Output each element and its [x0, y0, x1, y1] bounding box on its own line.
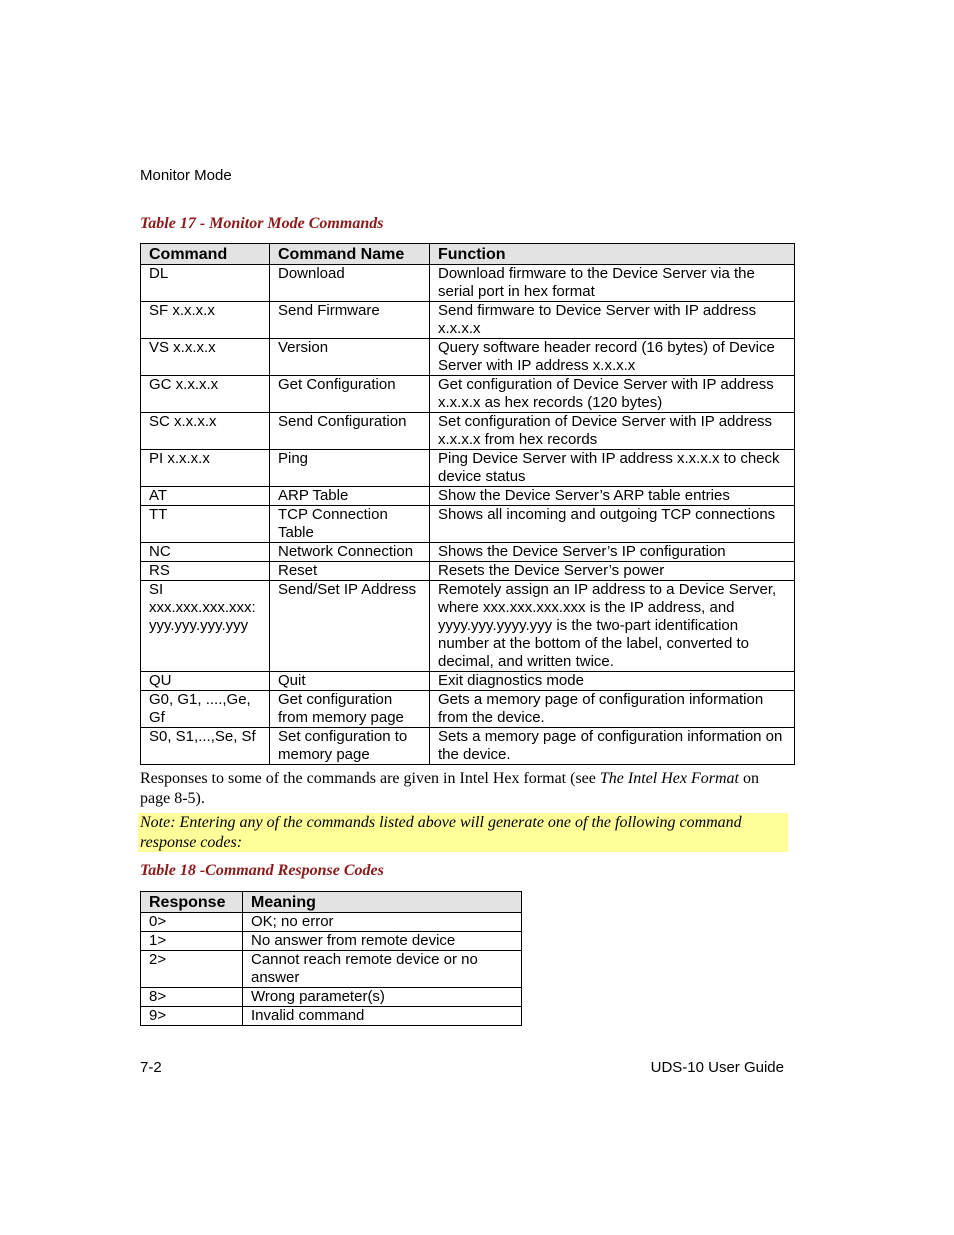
table-row — [141, 562, 795, 581]
table-row — [141, 543, 795, 562]
command-cell: SI xxx.xxx.xxx.xxx: yyy.yyy.yyy.yyy — [141, 581, 270, 672]
command-name-cell: Reset — [270, 562, 430, 581]
table-row — [141, 450, 795, 487]
command-cell: DL — [141, 265, 270, 302]
responses-text-start: Responses to some of the commands are given in Intel Hex format (see — [140, 770, 600, 787]
function-cell: Ping Device Server with IP address x.x.x.x to check device status — [430, 450, 795, 487]
table-row — [141, 265, 795, 302]
function-cell: Shows all incoming and outgoing TCP connections — [430, 506, 795, 543]
table-18-caption: Table 18 -Command Response Codes — [140, 862, 384, 879]
meaning-cell: Invalid command — [243, 1007, 522, 1026]
page-number: 7-2 — [140, 1059, 162, 1076]
command-cell: SF x.x.x.x — [141, 302, 270, 339]
command-name-cell: Get configuration from memory page — [270, 691, 430, 728]
command-cell: RS — [141, 562, 270, 581]
function-cell: Show the Device Server’s ARP table entries — [430, 487, 795, 506]
function-cell: Set configuration of Device Server with IP address x.x.x.x from hex records — [430, 413, 795, 450]
command-name-cell: Send Firmware — [270, 302, 430, 339]
guide-title: UDS-10 User Guide — [650, 1059, 784, 1076]
table-row — [141, 951, 522, 988]
meaning-cell: OK; no error — [243, 913, 522, 932]
command-name-cell: Send/Set IP Address — [270, 581, 430, 672]
monitor-mode-commands-table — [140, 243, 795, 765]
response-code-cell: 0> — [141, 913, 243, 932]
function-cell: Sets a memory page of configuration information on the device. — [430, 728, 795, 765]
function-cell: Gets a memory page of configuration information from the device. — [430, 691, 795, 728]
function-cell: Resets the Device Server’s power — [430, 562, 795, 581]
response-code-cell: 8> — [141, 988, 243, 1007]
meaning-cell: No answer from remote device — [243, 932, 522, 951]
table-row — [141, 728, 795, 765]
command-name-cell: Network Connection — [270, 543, 430, 562]
table-row — [141, 988, 522, 1007]
response-code-cell: 1> — [141, 932, 243, 951]
command-cell: PI x.x.x.x — [141, 450, 270, 487]
command-name-cell: Send Configuration — [270, 413, 430, 450]
running-header: Monitor Mode — [140, 167, 232, 184]
command-name-cell: Ping — [270, 450, 430, 487]
column-header-function: Function — [430, 244, 795, 265]
table-header-row — [141, 892, 522, 913]
function-cell: Remotely assign an IP address to a Device Server, where xxx.xxx.xxx.xxx is the IP address, and yyyy.yyy.yyyy.yyy is the two-part identification number at the bottom of the label, converted to decimal, and written twice. — [430, 581, 795, 672]
table-17-caption: Table 17 - Monitor Mode Commands — [140, 215, 384, 232]
intel-hex-format-reference: The Intel Hex Format — [599, 770, 739, 787]
function-cell: Shows the Device Server’s IP configuration — [430, 543, 795, 562]
table-row — [141, 302, 795, 339]
command-name-cell: Quit — [270, 672, 430, 691]
function-cell: Get configuration of Device Server with IP address x.x.x.x as hex records (120 bytes) — [430, 376, 795, 413]
response-code-cell: 2> — [141, 951, 243, 988]
command-cell: AT — [141, 487, 270, 506]
table-row — [141, 413, 795, 450]
response-code-cell: 9> — [141, 1007, 243, 1026]
command-cell: GC x.x.x.x — [141, 376, 270, 413]
command-cell: SC x.x.x.x — [141, 413, 270, 450]
responses-text-end: on page 8-5). — [140, 770, 759, 807]
command-name-cell: Version — [270, 339, 430, 376]
table-row — [141, 487, 795, 506]
command-cell: QU — [141, 672, 270, 691]
column-header-command: Command — [141, 244, 270, 265]
command-name-cell: TCP Connection Table — [270, 506, 430, 543]
note-highlight: Note: Entering any of the commands listed above will generate one of the following command response codes: — [138, 813, 788, 852]
command-response-codes-table — [140, 891, 522, 1026]
table-row — [141, 691, 795, 728]
responses-paragraph — [140, 769, 790, 809]
table-row — [141, 339, 795, 376]
column-header-response: Response — [141, 892, 243, 913]
command-name-cell: Get Configuration — [270, 376, 430, 413]
table-row — [141, 1007, 522, 1026]
command-cell: G0, G1, ....,Ge, Gf — [141, 691, 270, 728]
table-row — [141, 932, 522, 951]
command-cell: NC — [141, 543, 270, 562]
table-row — [141, 581, 795, 672]
table-row — [141, 506, 795, 543]
function-cell: Download firmware to the Device Server via the serial port in hex format — [430, 265, 795, 302]
command-cell: S0, S1,...,Se, Sf — [141, 728, 270, 765]
function-cell: Exit diagnostics mode — [430, 672, 795, 691]
table-row — [141, 376, 795, 413]
meaning-cell: Wrong parameter(s) — [243, 988, 522, 1007]
command-name-cell: Set configuration to memory page — [270, 728, 430, 765]
function-cell: Send firmware to Device Server with IP address x.x.x.x — [430, 302, 795, 339]
meaning-cell: Cannot reach remote device or no answer — [243, 951, 522, 988]
column-header-meaning: Meaning — [243, 892, 522, 913]
command-name-cell: ARP Table — [270, 487, 430, 506]
table-row — [141, 672, 795, 691]
function-cell: Query software header record (16 bytes) of Device Server with IP address x.x.x.x — [430, 339, 795, 376]
table-row — [141, 913, 522, 932]
column-header-command-name: Command Name — [270, 244, 430, 265]
command-name-cell: Download — [270, 265, 430, 302]
table-header-row — [141, 244, 795, 265]
command-cell: TT — [141, 506, 270, 543]
command-cell: VS x.x.x.x — [141, 339, 270, 376]
